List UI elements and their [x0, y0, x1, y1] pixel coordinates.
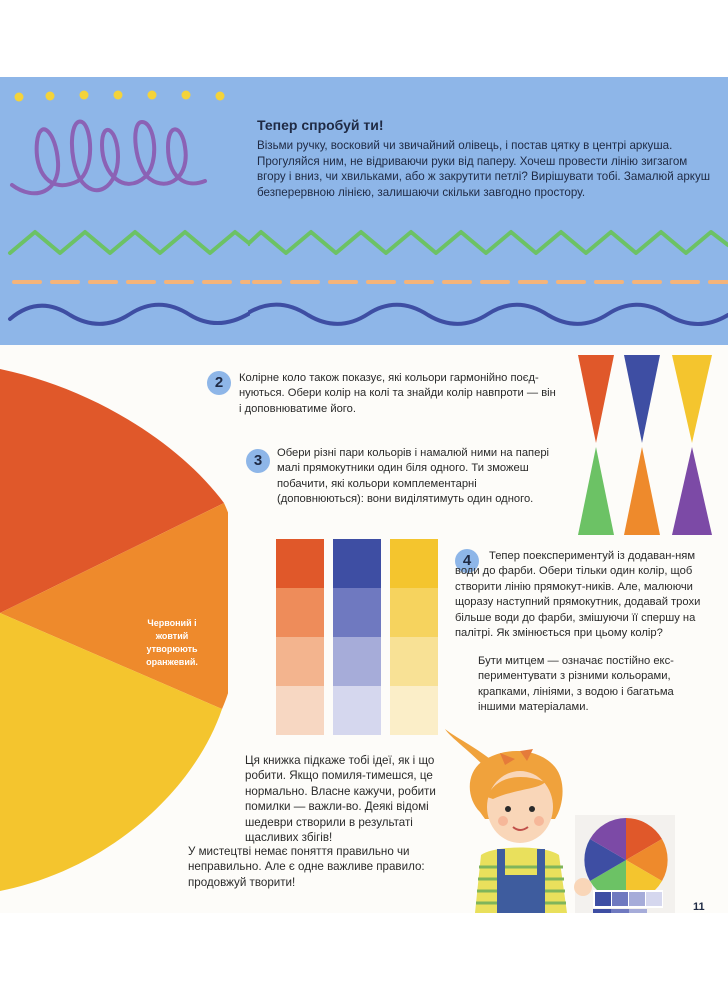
book-text: Ця книжка підкаже тобі ідеї, як і що робити. Якщо помиля-тимешся, це нормально. Власне кажучи, робити помилки — важли-во. Деякі відомі шедеври створили в результаті щасливих збігів! — [245, 754, 436, 845]
zigzag-line-right — [248, 232, 728, 253]
ponytail — [445, 729, 490, 767]
practice-band — [0, 77, 728, 345]
wheel-label: Червоний і жовтий утворюють оранжевий. — [146, 618, 198, 667]
loop-line — [12, 122, 205, 194]
step-3-text: Обери різні пари кольорів і намалюй ними на папері малі прямокутники один біля одного. Ти зможеш побачити, які кольори комплементарні (доповнюються): вони виділятимуть один одного. — [277, 447, 550, 506]
swatch-orange-3 — [276, 637, 324, 686]
wave-line-right — [248, 305, 728, 324]
swatch-yellow-2 — [390, 588, 438, 637]
swatch-orange-4 — [276, 686, 324, 735]
book-page — [0, 77, 728, 913]
step-2-text: Колірне коло також показує, які кольори гармонійно поєд-нуються. Обери колір на колі та знайди колір навпроти — він і доповнюватиме його. — [239, 372, 556, 415]
swatch-orange-2 — [276, 588, 324, 637]
swatch-blue-4 — [333, 686, 381, 735]
girl-illustration — [445, 727, 675, 913]
swatch-columns — [276, 539, 446, 735]
mini-color-wheel — [584, 818, 667, 902]
page-number: 11 — [693, 901, 705, 913]
swatch-blue-2 — [333, 588, 381, 637]
yellow-dots — [15, 91, 225, 102]
step-number-3: 3 — [246, 449, 270, 473]
overalls — [497, 875, 545, 913]
step-4-text: Тепер поекспериментуй із додаван-ням води до фарби. Обери тільки один колір, щоб створити лінію прямокут-ників. Але, малюючи щоразу наступний прямокутник, додавай трохи більше води до фарби, змішуючи її спершу на палітрі. Як змінюється при цьому колір? — [455, 550, 701, 640]
swatch-yellow-4 — [390, 686, 438, 735]
line-doodles — [0, 77, 250, 345]
swatch-blue-3 — [333, 637, 381, 686]
complementary-triangles — [578, 355, 728, 537]
swatch-yellow-1 — [390, 539, 438, 588]
swatch-yellow-3 — [390, 637, 438, 686]
step-number-4: 4 — [455, 549, 479, 573]
intro-text: Візьми ручку, восковий чи звичайний олівець, і постав цятку в центрі аркуша. Прогуляйся ним, не відриваючи руки від паперу. Хочеш провести лінію зигзагом вгору і вниз, чи хвильками, або ж закрутити петлі? Вирішувати тобі. Замалюй аркуш безперервною лінією, залишаючи скільки завгодно простору. — [257, 139, 711, 199]
wave-line — [10, 305, 250, 324]
swatch-orange-1 — [276, 539, 324, 588]
rule-text: У мистецтві немає поняття правильно чи неправильно. Але є одне важливе правило: продовжуй творити! — [188, 845, 425, 889]
swatch-blue-1 — [333, 539, 381, 588]
step-number-2: 2 — [207, 371, 231, 395]
artist-text: Бути митцем — означає постійно екс-периментувати з різними кольорами, крапками, лініями, з водою і багатьма іншими матеріалами. — [478, 655, 674, 714]
zigzag-line — [10, 232, 250, 253]
section-title: Тепер спробуй ти! — [257, 117, 384, 133]
